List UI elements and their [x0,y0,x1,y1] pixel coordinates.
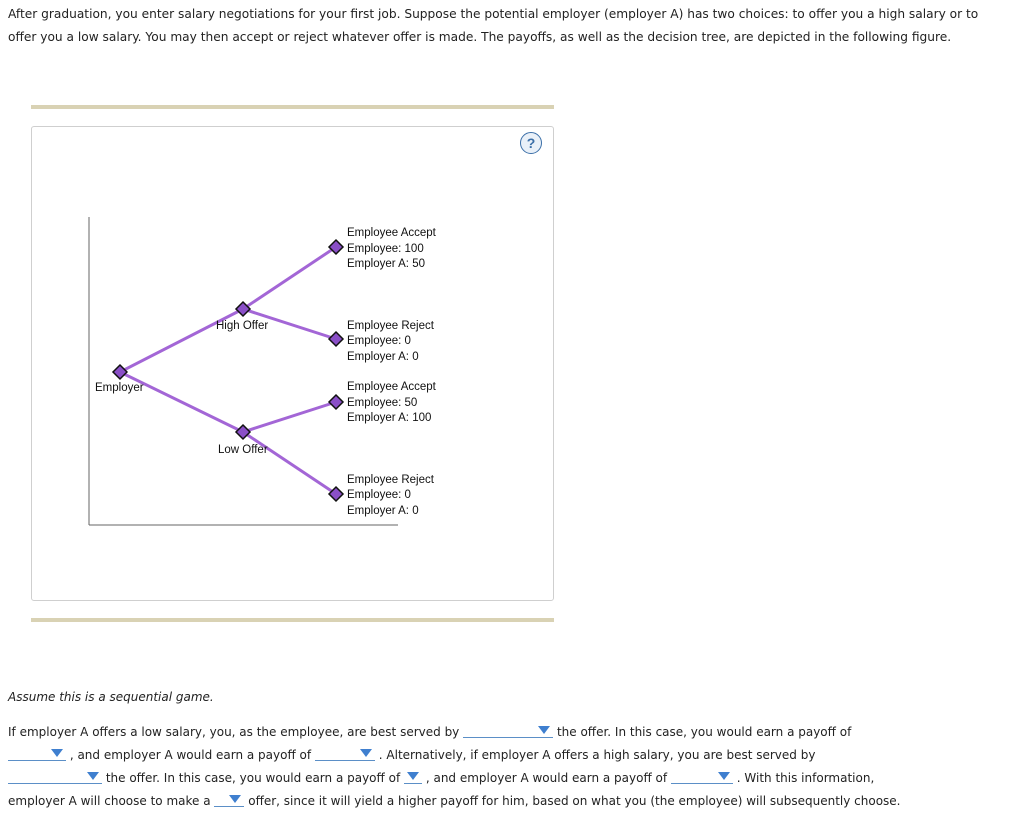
chevron-down-icon [718,772,730,780]
question-text-9: offer, since it will yield a higher payoff for him, based on what you (the employee) will subsequently choose. [248,794,901,808]
branch-low-reject [243,432,336,494]
figure-top-divider [31,105,554,109]
chevron-down-icon [538,726,550,734]
outcome-3-employee-payoff: Employee: 50 [347,397,418,409]
question-paragraph [8,721,1018,813]
employer-choice-dropdown[interactable] [214,792,244,807]
employer-node [113,365,127,379]
high-offer-employee-payoff-dropdown[interactable] [404,769,422,784]
outcome-1-title: Employee Accept [347,227,436,239]
outcome-2-employee-payoff: Employee: 0 [347,335,411,347]
help-button[interactable]: ? [520,132,542,154]
low-offer-response-dropdown[interactable] [463,723,553,738]
question-text-3: , and employer A would earn a payoff of [69,748,312,762]
high-offer-label: High Offer [216,320,269,332]
outcome-1-employee-payoff: Employee: 100 [347,243,424,255]
question-text-6: , and employer A would earn a payoff of [425,771,668,785]
chevron-down-icon [87,772,99,780]
outcome-4-title: Employee Reject [347,474,434,486]
outcome-node-2 [329,332,343,346]
figure-bottom-divider [31,618,554,622]
question-text-1: If employer A offers a low salary, you, as the employee, are best served by [8,725,460,739]
decision-tree-svg [32,127,553,600]
decision-tree-figure [31,126,554,601]
outcome-2-title: Employee Reject [347,320,434,332]
question-text-4: . Alternatively, if employer A offers a high salary, you are best served by [378,748,816,762]
branch-high-accept [243,247,336,309]
chevron-down-icon [229,795,241,803]
chevron-down-icon [51,749,63,757]
outcome-4-employer-payoff: Employer A: 0 [347,505,419,517]
outcome-3-employer-payoff: Employer A: 100 [347,412,432,424]
assumption-text: Assume this is a sequential game. [8,690,214,704]
question-text-5: the offer. In this case, you would earn a payoff of [105,771,401,785]
question-text-8: employer A will choose to make a [8,794,211,808]
question-text-7: . With this information, [736,771,875,785]
outcome-node-3 [329,395,343,409]
outcome-1-employer-payoff: Employer A: 50 [347,258,425,270]
low-offer-label: Low Offer [218,444,268,456]
branch-employer-high [120,309,243,372]
high-offer-employer-payoff-dropdown[interactable] [671,769,733,784]
question-text-2: the offer. In this case, you would earn a payoff of [556,725,852,739]
intro-paragraph: After graduation, you enter salary negotiations for your first job. Suppose the potential employer (employer A) has two choices: to offer you a high salary or to offer you a low salary. You may then accept or reject whatever offer is made. The payoffs, as well as the decision tree, are depicted in the following figure. [8,7,979,44]
chevron-down-icon [407,772,419,780]
high-offer-response-dropdown[interactable] [8,769,102,784]
outcome-3-title: Employee Accept [347,381,436,393]
branch-employer-low [120,372,243,432]
chevron-down-icon [360,749,372,757]
low-offer-employer-payoff-dropdown[interactable] [315,746,375,761]
employer-node-label: Employer [95,382,144,394]
low-offer-employee-payoff-dropdown[interactable] [8,746,66,761]
branch-low-accept [243,402,336,432]
outcome-4-employee-payoff: Employee: 0 [347,489,411,501]
outcome-2-employer-payoff: Employer A: 0 [347,351,419,363]
